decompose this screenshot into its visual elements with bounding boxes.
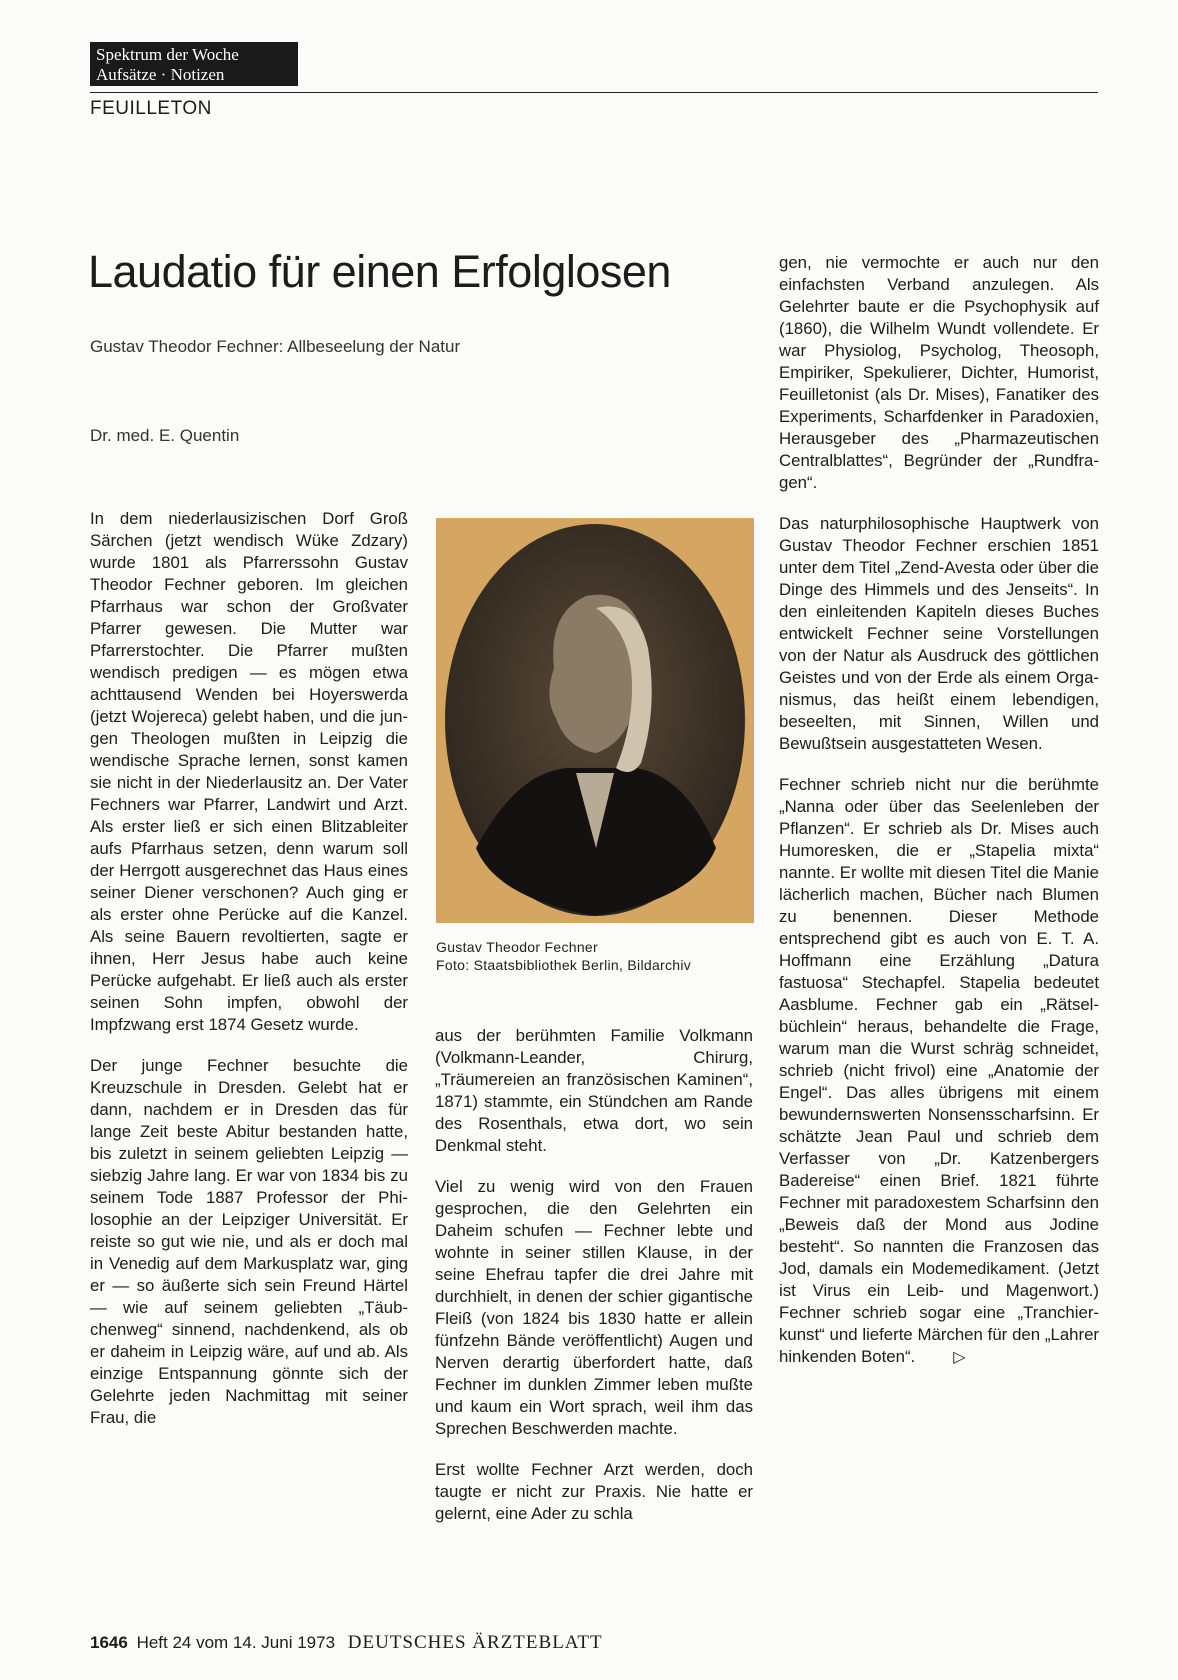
- page-footer: [90, 1632, 603, 1654]
- paragraph: In dem niederlausizischen Dorf Groß Särchen (jetzt wendisch Wüke Zdzary) wurde 1801 als Pfarrerssohn Gustav Theodor Fechner geboren. Im gleichen Pfarrhaus war schon der Großvater Pfarrer gewesen. Die Mutter war Pfarrerstochter. Die Pfarrer mußten wendisch predigen — es mögen etwa achttausend Wenden bei Hoyerswerda (jetzt Wojereca) gelebt haben, und die jungen Theologen mußten in Leipzig die wendische Sprache lernen, sonst kamen sie nicht in der Niederlausitz an. Der Vater Fechners war Pfarrer, Landwirt und Arzt. Als erster ließ er sich einen Blitzableiter aufs Pfarrhaus setzen, denn warum soll der Herrgott ausgerechnet das Haus eines seiner Diener verschonen? Auch ging er als erster ohne Perücke auf die Kanzel. Als seine Bauern revoltierten, sagte er ihnen, Herr Jesus habe auch keine Perücke aufgehabt. Er ließ auch als erster seinen Sohn impfen, obwohl der Impfzwang erst 1874 Gesetz wurde.: [90, 509, 408, 1034]
- paragraph-text: Fechner schrieb nicht nur die berühmte „Nanna oder über das Seelenleben der Pflanzen“. Er schrieb als Dr. Mises auch Humoresken, die er „Stapelia mixta“ nannte. Er wollte mit diesen Titel die Manie lächerlich machen, Bücher nach Blumen zu benennen. Dieser Methode entsprechend gibt es auch von E. T. A. Hoffmann eine Erzählung „Datura fastuosa“ Stechapfel. Stapelia bedeutet Aasblume. Fechner gab ein „Rätselbüchlein“ heraus, behandelte die Frage, warum man die Wurst schräg schneidet, schrieb (nicht frivol) eine „Anatomie der Engel“. Das alles übrigens mit einem bewundernswerten Nonsensscharfsinn. Er schätzte Jean Paul und schrieb dem Verfasser von „Dr. Katzenbergers Badereise“ einen Brief. 1821 führte Fechner mit paradoxestem Scharfsinn den „Beweis daß der Mond aus Jodine besteht“. So nannten die Franzosen das Jod, damals ein Modemedikament. (Jetzt ist Virus ein Leib- und Magenwort.) Fechner schrieb sogar eine „Tranchierkunst“ und lieferte Märchen für den „Lahrer hinkenden Boten“.: [779, 775, 1099, 1366]
- caption-credit: Foto: Staatsbibliothek Berlin, Bildarchiv: [436, 957, 692, 973]
- journal-name: DEUTSCHES ÄRZTEBLATT: [347, 1632, 603, 1653]
- paragraph: [779, 774, 1099, 1369]
- section-line-2: Aufsätze · Notizen: [96, 65, 225, 84]
- article-title: Laudatio für einen Erfolglosen: [88, 246, 671, 297]
- paragraph: Viel zu wenig wird von den Frauen gesprochen, die den Gelehrten ein Daheim schufen — Fechner lebte und wohnte in seiner stillen Klause, in der seine Ehefrau tapfer die drei Jahre mit durchhielt, in denen der schier gigantische Fleiß (von 1824 bis 1830 hatte er allein fünfzehn Bände veröffentlicht) Augen und Nerven derartig überfordert hatte, daß Fechner im dunklen Zimmer leben mußte und kaum ein Wort sprach, weil ihm das Sprechen Beschwerden machte.: [435, 1177, 753, 1438]
- article-author: Dr. med. E. Quentin: [90, 426, 240, 445]
- portrait-photo: [436, 518, 754, 923]
- page-number: 1646: [90, 1633, 128, 1652]
- paragraph: aus der berühmten Familie Volkmann (Volkmann-Leander, Chirurg, „Träumereien an französischen Kaminen“, 1871) stammte, ein Stündchen am Rande des Rosenthals, etwa dort, wo sein Denkmal steht.: [435, 1026, 753, 1155]
- paragraph: Erst wollte Fechner Arzt werden, doch taugte er nicht zur Praxis. Nie hatte er gelernt, eine Ader zu schla: [435, 1460, 753, 1523]
- portrait-image: [436, 518, 754, 923]
- text-column-2: [435, 1025, 753, 1544]
- paragraph: Das naturphilosophische Hauptwerk von Gustav Theodor Fechner erschien 1851 unter dem Titel „Zend-Avesta oder über die Dinge des Himmels und des Jenseits“. In den einleitenden Kapiteln dieses Buches entwickelt Fechner seine Vorstellungen von der Natur als Ausdruck des göttlichen Geistes und von der Erde als einem Organismus, das heißt einem lebendigen, beseelten, mit Sinnen, Willen und Bewußtsein ausgestatteten Wesen.: [779, 514, 1099, 753]
- section-label: [90, 42, 298, 86]
- text-column-3: [779, 252, 1099, 1388]
- section-line-1: Spektrum der Woche: [96, 45, 239, 64]
- issue-info: Heft 24 vom 14. Juni 1973: [136, 1633, 336, 1652]
- article-subtitle: Gustav Theodor Fechner: Allbeseelung der Natur: [90, 337, 461, 356]
- paragraph: Der junge Fechner besuchte die Kreuzschule in Dresden. Gelebt hat er dann, nachdem er in Dresden das für lange Zeit beste Abitur bestanden hatte, bis zuletzt in seinem geliebten Leipzig — siebzig Jahre lang. Er war von 1834 bis zu seinem Tode 1887 Professor der Philosophie an der Leipziger Universität. Er reiste so gut wie nie, und als er doch mal in Venedig auf dem Markusplatz war, ging er — so äußerte sich sein Freund Härtel — wie auf seinem geliebten „Täubchenweg“ sinnend, nachdenkend, als ob er daheim in Leipzig wäre, auf und ab. Als einzige Entspannung gönnte sich der Gelehrte jeden Nachmittag mit seiner Frau, die: [90, 1056, 408, 1427]
- photo-caption: [436, 938, 691, 974]
- caption-subject: Gustav Theodor Fechner: [436, 939, 598, 955]
- text-column-1: [90, 508, 408, 1448]
- continue-arrow-icon: ▷: [953, 1349, 966, 1366]
- rubric-label: FEUILLETON: [90, 98, 212, 119]
- header-rule: [90, 92, 1098, 93]
- paragraph: gen, nie vermochte er auch nur den einfachsten Verband anzulegen. Als Gelehrter baute er die Psychophysik auf (1860), die Wilhelm Wundt vollendete. Er war Physiolog, Psycholog, Theosoph, Empiriker, Spekulierer, Dichter, Humorist, Feuilletonist (als Dr. Mises), Fanatiker des Experiments, Scharfdenker in Paradoxien, Herausgeber des „Pharmazeutischen Centralblattes“, Begründer der „Rundfragen“.: [779, 253, 1099, 492]
